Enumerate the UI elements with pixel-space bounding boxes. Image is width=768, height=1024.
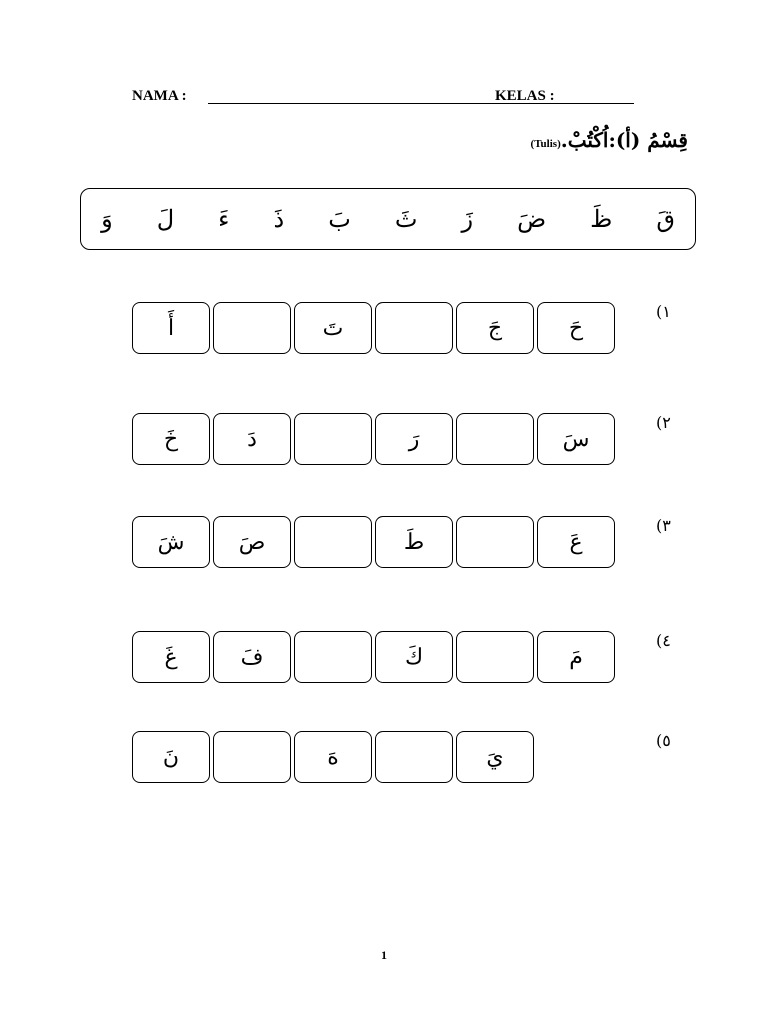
blank-cell[interactable] [375, 731, 453, 783]
letter-cell: تَ [294, 302, 372, 354]
letter-cell: رَ [375, 413, 453, 465]
row-number: ٥) [656, 731, 671, 750]
header [132, 88, 642, 108]
row-number: ٣) [656, 516, 671, 535]
letter-cell: نَ [132, 731, 210, 783]
instruction-latin: (Tulis) [530, 138, 561, 150]
letter-cell: غَ [132, 631, 210, 683]
bank-letter: ظَ [590, 205, 613, 233]
row-number: ٤) [656, 631, 671, 650]
section-instruction [531, 128, 688, 152]
blank-cell[interactable] [213, 302, 291, 354]
bank-letter: ضَ [517, 205, 547, 233]
bank-letter: ثَ [394, 205, 418, 233]
letter-cell: دَ [213, 413, 291, 465]
blank-cell[interactable] [375, 302, 453, 354]
kelas-label: KELAS : [495, 88, 555, 104]
exercise-row-3 [130, 516, 671, 570]
instruction-arabic: قِسْمُ (أ):اُكْتُبْ. [560, 128, 688, 152]
bank-letter: ءَ [218, 205, 230, 233]
bank-letter: ذَ [273, 205, 285, 233]
blank-cell[interactable] [456, 631, 534, 683]
letter-cell: سَ [537, 413, 615, 465]
exercise-row-1 [130, 302, 671, 356]
blank-cell[interactable] [294, 631, 372, 683]
blank-cell[interactable] [456, 413, 534, 465]
bank-letter: وَ [101, 205, 113, 233]
blank-cell[interactable] [294, 413, 372, 465]
kelas-blank-line [574, 103, 634, 104]
letter-cell: خَ [132, 413, 210, 465]
row-number: ١) [656, 302, 671, 321]
letter-cell: عَ [537, 516, 615, 568]
bank-letter: بَ [328, 205, 351, 233]
letter-cell: جَ [456, 302, 534, 354]
letter-cell: شَ [132, 516, 210, 568]
letter-cell: كَ [375, 631, 453, 683]
letter-cell: فَ [213, 631, 291, 683]
exercise-row-2 [130, 413, 671, 467]
bank-letter: زَ [461, 205, 474, 233]
row-number: ٢) [656, 413, 671, 432]
letter-cell: يَ [456, 731, 534, 783]
bank-letter: لَ [156, 205, 175, 233]
letter-cell: طَ [375, 516, 453, 568]
page-number: 1 [381, 948, 387, 962]
blank-cell[interactable] [294, 516, 372, 568]
exercise-row-5 [130, 731, 671, 785]
blank-cell[interactable] [213, 731, 291, 783]
letter-cell: حَ [537, 302, 615, 354]
letter-cell: هَ [294, 731, 372, 783]
bank-letter: قَ [656, 205, 675, 233]
nama-label: NAMA : [132, 88, 187, 104]
letter-cell: أَ [132, 302, 210, 354]
blank-cell[interactable] [456, 516, 534, 568]
exercise-row-4 [130, 631, 671, 685]
letter-cell: صَ [213, 516, 291, 568]
letter-bank [80, 188, 696, 250]
nama-blank-line [208, 103, 624, 104]
letter-cell: مَ [537, 631, 615, 683]
